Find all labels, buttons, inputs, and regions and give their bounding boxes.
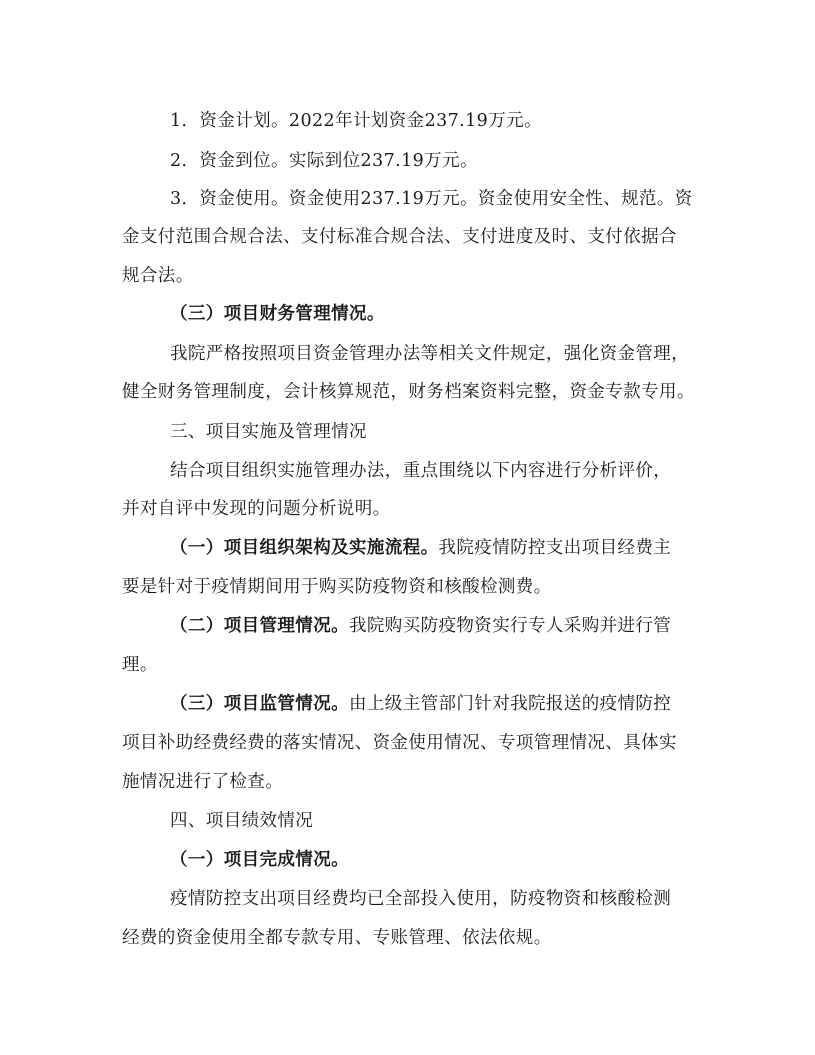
fund-use-text-2: 金支付范围合规合法、支付标准合规合法、支付进度及时、支付依据合 bbox=[122, 227, 677, 247]
fund-use-text-3: 规合法。 bbox=[122, 266, 194, 286]
project-management-text-1: 我院购买防疫物资实行专人采购并进行管 bbox=[349, 616, 672, 636]
paragraph-fund-arrival bbox=[170, 149, 730, 173]
paragraph-evaluation-line-1 bbox=[170, 459, 700, 483]
paragraph-fund-use-line-2 bbox=[122, 225, 712, 249]
fund-plan-text: 1．资金计划。2022年计划资金237.19万元。 bbox=[170, 111, 542, 131]
fund-arrival-text: 2．资金到位。实际到位237.19万元。 bbox=[170, 151, 478, 171]
completion-text-1: 疫情防控支出项目经费均已全部投入使用，防疫物资和核酸检测 bbox=[170, 889, 672, 909]
paragraph-fund-use-line-3 bbox=[122, 264, 712, 288]
finance-text-2: 健全财务管理制度，会计核算规范，财务档案资料完整，资金专款专用。 bbox=[122, 382, 695, 402]
paragraph-evaluation-line-2 bbox=[122, 497, 712, 521]
evaluation-text-1: 结合项目组织实施管理办法，重点围绕以下内容进行分析评价， bbox=[170, 461, 672, 481]
paragraph-supervision-line-2 bbox=[122, 731, 712, 755]
finance-text-1: 我院严格按照项目资金管理办法等相关文件规定，强化资金管理， bbox=[170, 344, 690, 364]
org-structure-text-1: 我院疫情防控支出项目经费主 bbox=[438, 538, 672, 558]
project-management-heading: （二）项目管理情况。 bbox=[170, 616, 349, 636]
paragraph-finance-line-1 bbox=[170, 342, 700, 366]
completion-heading-text: （一）项目完成情况。 bbox=[170, 850, 349, 870]
fund-use-text-1: 3．资金使用。资金使用237.19万元。资金使用安全性、规范。资 bbox=[170, 189, 693, 209]
heading-completion bbox=[170, 848, 730, 872]
paragraph-completion-line-1 bbox=[170, 887, 700, 911]
paragraph-org-structure-line-1 bbox=[170, 536, 700, 560]
paragraph-fund-use-line-1 bbox=[170, 187, 700, 211]
heading-implementation bbox=[170, 420, 730, 444]
supervision-heading: （三）项目监管情况。 bbox=[170, 694, 349, 714]
project-management-text-2: 理。 bbox=[122, 655, 158, 675]
supervision-text-3: 施情况进行了检查。 bbox=[122, 772, 284, 792]
heading-performance bbox=[170, 809, 730, 833]
completion-text-2: 经费的资金使用全都专款专用、专账管理、依法依规。 bbox=[122, 928, 552, 948]
evaluation-text-2: 并对自评中发现的问题分析说明。 bbox=[122, 499, 391, 519]
paragraph-supervision-line-3 bbox=[122, 770, 712, 794]
paragraph-project-management-line-2 bbox=[122, 653, 712, 677]
paragraph-fund-plan bbox=[170, 109, 730, 133]
performance-heading-text: 四、项目绩效情况 bbox=[170, 811, 314, 831]
paragraph-completion-line-2 bbox=[122, 926, 712, 950]
supervision-text-1: 由上级主管部门针对我院报送的疫情防控 bbox=[349, 694, 672, 714]
org-structure-heading: （一）项目组织架构及实施流程。 bbox=[170, 538, 439, 558]
heading-finance-management bbox=[170, 302, 730, 326]
finance-heading-text: （三）项目财务管理情况。 bbox=[170, 304, 385, 324]
implementation-heading-text: 三、项目实施及管理情况 bbox=[170, 422, 367, 442]
org-structure-text-2: 要是针对于疫情期间用于购买防疫物资和核酸检测费。 bbox=[122, 577, 552, 597]
paragraph-org-structure-line-2 bbox=[122, 575, 712, 599]
paragraph-supervision-line-1 bbox=[170, 692, 700, 716]
paragraph-finance-line-2 bbox=[122, 380, 712, 404]
supervision-text-2: 项目补助经费经费的落实情况、资金使用情况、专项管理情况、具体实 bbox=[122, 733, 677, 753]
paragraph-project-management-line-1 bbox=[170, 614, 700, 638]
